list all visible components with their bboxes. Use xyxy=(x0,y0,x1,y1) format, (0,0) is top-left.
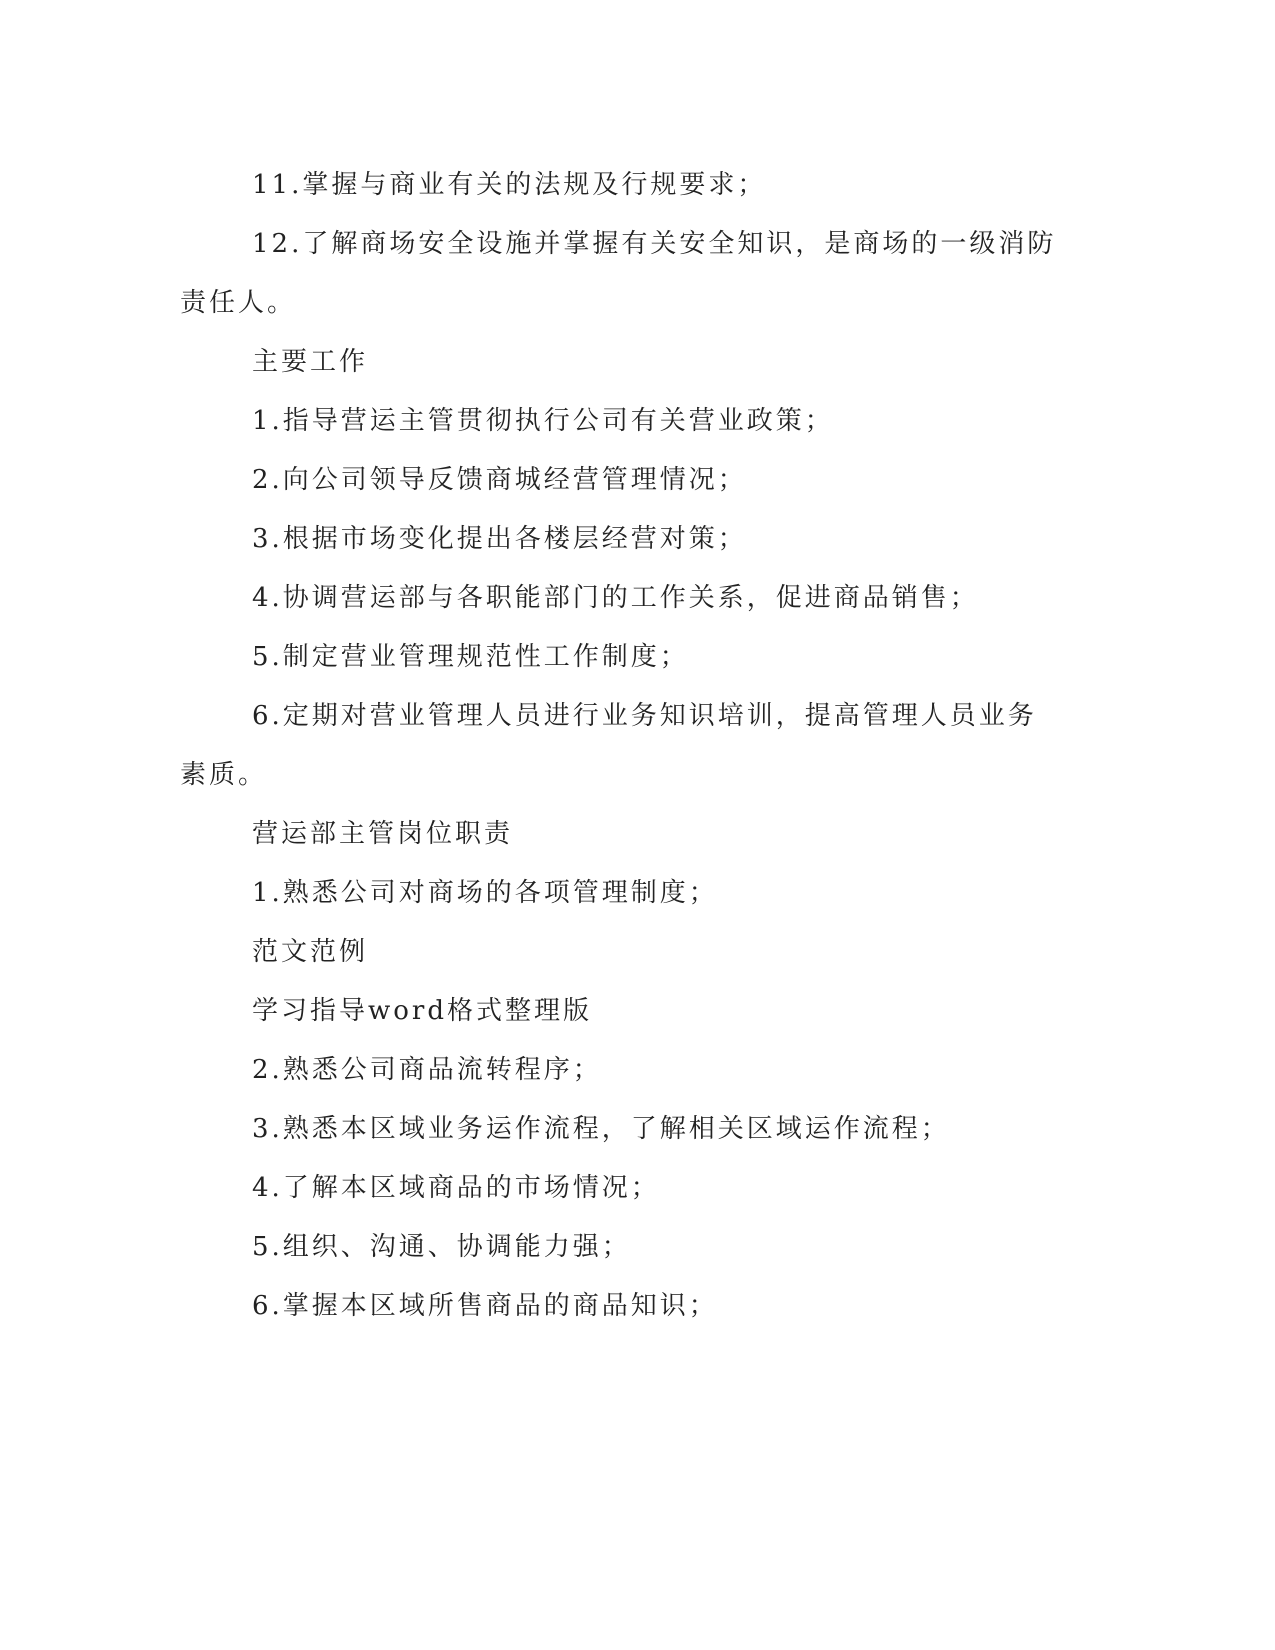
watermark-line-format: 学习指导word格式整理版 xyxy=(252,996,592,1026)
duty-item-2: 2.熟悉公司商品流转程序； xyxy=(252,1055,602,1085)
work-item-4: 4.协调营运部与各职能部门的工作关系，促进商品销售； xyxy=(252,583,979,613)
document-body xyxy=(180,156,1060,1336)
duty-item-3: 3.熟悉本区域业务运作流程，了解相关区域运作流程； xyxy=(252,1114,950,1144)
work-item-6: 6.定期对营业管理人员进行业务知识培训，提高管理人员业务素质。 xyxy=(180,701,1037,790)
section-heading-supervisor-duties: 营运部主管岗位职责 xyxy=(252,819,514,849)
section-heading-main-work: 主要工作 xyxy=(252,347,369,377)
work-item-3: 3.根据市场变化提出各楼层经营对策； xyxy=(252,524,747,554)
work-item-1: 1.指导营运主管贯彻执行公司有关营业政策； xyxy=(252,406,834,436)
duty-item-5: 5.组织、沟通、协调能力强； xyxy=(252,1232,631,1262)
paragraph-item-11: 11.掌握与商业有关的法规及行规要求； xyxy=(252,170,767,200)
work-item-5: 5.制定营业管理规范性工作制度； xyxy=(252,642,689,672)
watermark-line-example: 范文范例 xyxy=(252,937,369,967)
duty-item-1: 1.熟悉公司对商场的各项管理制度； xyxy=(252,878,718,908)
duty-item-4: 4.了解本区域商品的市场情况； xyxy=(252,1173,660,1203)
duty-item-6: 6.掌握本区域所售商品的商品知识； xyxy=(252,1291,718,1321)
paragraph-item-12: 12.了解商场安全设施并掌握有关安全知识，是商场的一级消防责任人。 xyxy=(180,229,1057,318)
work-item-2: 2.向公司领导反馈商城经营管理情况； xyxy=(252,465,747,495)
